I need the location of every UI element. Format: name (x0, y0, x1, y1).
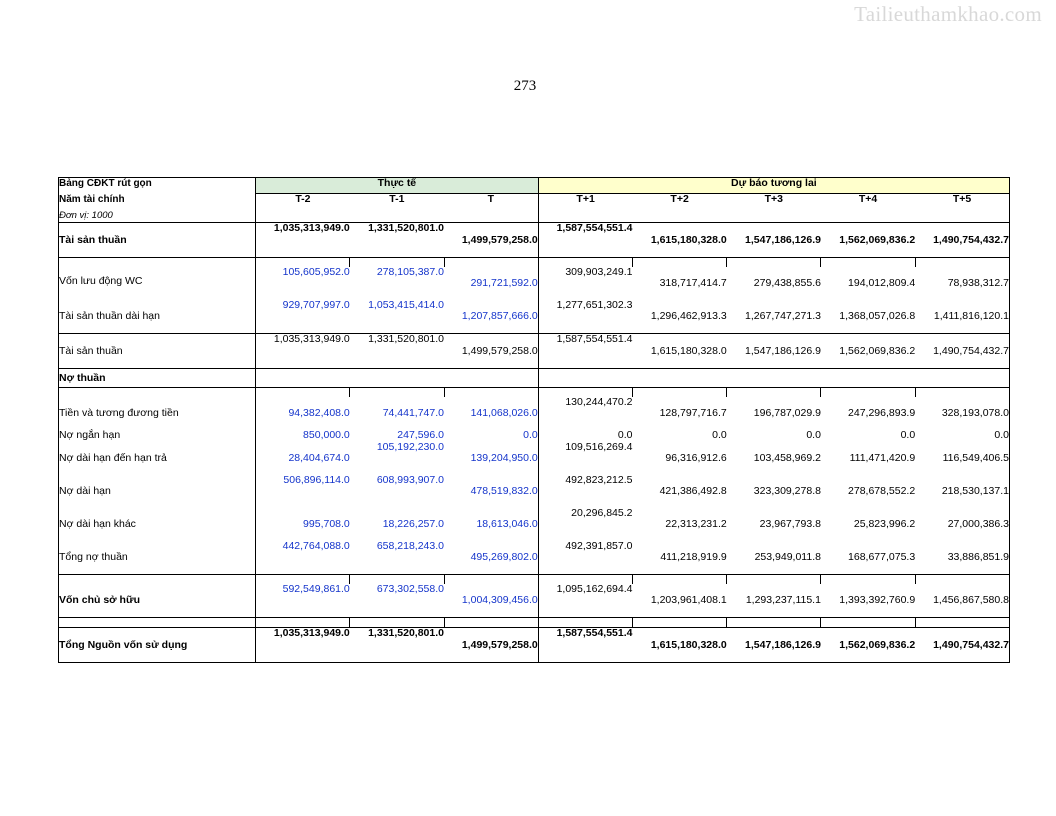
row-cell: 27,000,386.3 (915, 508, 1009, 541)
row-cell: 1,615,180,328.0 (632, 333, 726, 368)
row-label: Vốn chủ sở hữu (59, 584, 256, 618)
row-cell: 995,708.0 (256, 508, 350, 541)
row-label: Nợ dài hạn khác (59, 508, 256, 541)
row-cell: 1,095,162,694.4 (538, 584, 632, 618)
spacer-cell (632, 617, 726, 627)
row-label: Nợ thuần (59, 368, 256, 388)
unit-spacer-4 (538, 210, 632, 222)
row-cell (632, 368, 726, 388)
row-cell: 309,903,249.1 (538, 267, 632, 300)
row-cell: 253,949,011.8 (727, 541, 821, 575)
table-row (59, 368, 1010, 388)
row-cell: 22,313,231.2 (665, 517, 727, 530)
spacer-cell (821, 257, 915, 267)
row-cell: 608,993,907.0 (376, 473, 444, 486)
row-cell (915, 368, 1009, 388)
row-cell: 323,309,278.8 (753, 484, 821, 497)
row-cell: 442,764,088.0 (256, 541, 350, 575)
row-cell: 247,596.0 (397, 429, 444, 441)
table-row (59, 267, 1010, 300)
unit-spacer-1 (256, 210, 350, 222)
table-row (59, 222, 1010, 257)
row-cell: 20,296,845.2 (538, 508, 632, 541)
spacer-cell (632, 257, 726, 267)
spacer-cell (256, 388, 350, 398)
spacer-cell (915, 574, 1009, 584)
row-cell: 196,787,029.9 (753, 407, 821, 419)
row-cell: 492,823,212.5 (538, 475, 632, 508)
row-label: Tổng Nguồn vốn sử dụng (59, 627, 256, 662)
row-cell: 1,331,520,801.0 (350, 222, 444, 257)
spacer-cell (727, 388, 821, 398)
spacer-cell (444, 574, 538, 584)
unit-spacer-5 (632, 210, 726, 222)
row-cell: 18,613,046.0 (476, 517, 538, 530)
row-label: Tài sản thuần (59, 333, 256, 368)
unit-spacer-6 (727, 210, 821, 222)
table-row (59, 475, 1010, 508)
row-label: Tiền và tương đương tiền (59, 397, 256, 430)
period-header-t5: T+5 (915, 194, 1009, 211)
band-actual-label: Thực tế (256, 178, 539, 194)
row-label: Tổng nợ thuần (59, 541, 256, 575)
row-label: Nợ dài hạn đến hạn trả (59, 442, 256, 475)
row-cell: 1,547,186,126.9 (727, 627, 821, 662)
row-cell: 141,068,026.0 (470, 407, 538, 419)
spacer-cell (444, 257, 538, 267)
row-cell: 1,547,186,126.9 (727, 333, 821, 368)
row-label: Vốn lưu động WC (59, 267, 256, 300)
spacer-cell (59, 574, 256, 584)
row-cell: 78,938,312.7 (915, 267, 1009, 300)
row-cell: 658,218,243.0 (350, 541, 444, 575)
row-cell: 478,519,832.0 (470, 484, 538, 497)
row-cell: 1,587,554,551.4 (538, 222, 632, 257)
table-row (59, 508, 1010, 541)
row-cell: 850,000.0 (256, 430, 350, 442)
row-cell: 1,615,180,328.0 (632, 222, 726, 257)
spacer-cell (915, 257, 1009, 267)
period-header-t3: T+3 (764, 193, 784, 205)
spacer-cell (632, 574, 726, 584)
row-cell: 1,615,180,328.0 (632, 627, 726, 662)
row-cell: 1,368,057,026.8 (821, 300, 915, 334)
spacer-cell (915, 617, 1009, 627)
row-cell: 1,562,069,836.2 (821, 627, 915, 662)
row-cell: 411,218,919.9 (632, 541, 726, 575)
band-forecast-label: Dự báo tương lai (538, 178, 1009, 194)
spacer-cell (821, 388, 915, 398)
financial-table (58, 177, 1010, 663)
row-cell: 1,331,520,801.0 (350, 627, 444, 662)
row-cell: 1,053,415,414.0 (350, 300, 444, 334)
row-cell: 74,441,747.0 (382, 407, 444, 419)
row-cell: 929,707,997.0 (256, 300, 350, 334)
row-cell: 1,562,069,836.2 (821, 333, 915, 368)
period-header-t-2: T-2 (256, 194, 350, 211)
row-cell: 1,490,754,432.7 (915, 333, 1009, 368)
row-cell: 1,587,554,551.4 (538, 627, 632, 662)
row-cell: 318,717,414.7 (659, 276, 727, 289)
row-cell: 0.0 (900, 429, 916, 441)
spacer-cell (59, 388, 256, 398)
unit-spacer-2 (350, 210, 444, 222)
row-cell: 1,331,520,801.0 (350, 333, 444, 368)
page-number-value: 273 (513, 78, 537, 94)
spacer-cell (59, 257, 256, 267)
table-row (59, 430, 1010, 442)
table-row (59, 584, 1010, 618)
row-cell: 1,587,554,551.4 (538, 333, 632, 368)
row-cell: 1,499,579,258.0 (444, 627, 538, 662)
spacer-cell (444, 617, 538, 627)
row-cell: 194,012,809.4 (848, 276, 916, 289)
row-cell: 1,456,867,580.8 (915, 584, 1009, 618)
table-row (59, 333, 1010, 368)
table-title-line2: Năm tài chính (59, 194, 256, 211)
table-row (59, 627, 1010, 662)
row-cell: 1,296,462,913.3 (632, 300, 726, 334)
header-periods-row (59, 194, 1010, 211)
site-watermark: Tailieuthamkhao.com (854, 2, 1042, 26)
row-cell: 328,193,078.0 (915, 397, 1009, 430)
unit-spacer-3 (444, 210, 538, 222)
row-label: Tài sản thuần dài hạn (59, 300, 256, 334)
row-cell (256, 368, 350, 388)
row-cell: 109,516,269.4 (538, 442, 632, 475)
row-cell (821, 368, 915, 388)
row-cell: 1,547,186,126.9 (727, 222, 821, 257)
row-cell: 495,269,802.0 (444, 541, 538, 575)
row-label: Nợ dài hạn (59, 475, 256, 508)
row-cell: 421,386,492.8 (659, 484, 727, 497)
table-row (59, 397, 1010, 430)
header-band-row (59, 178, 1010, 194)
row-cell: 1,499,579,258.0 (444, 333, 538, 368)
spacer-cell (821, 574, 915, 584)
spacer-cell (350, 388, 444, 398)
row-cell: 18,226,257.0 (382, 517, 444, 530)
row-cell: 1,293,237,115.1 (727, 584, 821, 618)
spacer-cell (59, 617, 256, 627)
row-cell: 1,393,392,760.9 (821, 584, 915, 618)
table-row (59, 300, 1010, 334)
spacer-cell (915, 388, 1009, 398)
row-cell: 1,035,313,949.0 (256, 627, 350, 662)
spacer-cell (444, 388, 538, 398)
row-cell: 278,105,387.0 (376, 265, 444, 278)
row-cell: 0.0 (915, 430, 1009, 442)
row-cell: 116,549,406.5 (915, 442, 1009, 475)
row-cell: 218,530,137.1 (915, 475, 1009, 508)
unit-spacer-7 (821, 210, 915, 222)
row-cell: 94,382,408.0 (256, 397, 350, 430)
unit-spacer-8 (915, 210, 1009, 222)
row-cell: 506,896,114.0 (256, 475, 350, 508)
spacer-row (59, 574, 1010, 584)
row-cell: 0.0 (712, 429, 727, 441)
row-cell: 1,207,857,666.0 (444, 300, 538, 334)
row-cell: 1,203,961,408.1 (632, 584, 726, 618)
spacer-row (59, 617, 1010, 627)
row-cell: 0.0 (538, 430, 632, 442)
row-cell: 111,471,420.9 (849, 451, 916, 464)
row-cell: 139,204,950.0 (470, 451, 538, 464)
row-cell (350, 368, 444, 388)
row-cell: 1,499,579,258.0 (444, 222, 538, 257)
row-cell: 492,391,857.0 (538, 541, 632, 575)
row-cell (727, 368, 821, 388)
row-cell: 1,035,313,949.0 (256, 222, 350, 257)
period-header-t2: T+2 (670, 193, 689, 205)
row-cell: 1,562,069,836.2 (821, 222, 915, 257)
period-header-t: T (487, 193, 495, 205)
row-cell: 105,605,952.0 (256, 267, 350, 300)
row-label: Tài sản thuần (59, 222, 256, 257)
row-cell: 130,244,470.2 (538, 397, 632, 430)
row-cell: 25,823,996.2 (853, 517, 916, 530)
period-header-t4: T+4 (858, 193, 878, 205)
table-title-line1: Bảng CĐKT rút gọn (59, 178, 256, 194)
row-cell: 128,797,716.7 (659, 407, 727, 419)
row-cell: 1,267,747,271.3 (727, 300, 821, 334)
period-header-t-1: T-1 (389, 193, 405, 205)
row-cell: 592,549,861.0 (256, 584, 350, 618)
table-row (59, 442, 1010, 475)
row-cell: 1,277,651,302.3 (538, 300, 632, 334)
spacer-cell (727, 257, 821, 267)
spacer-row (59, 257, 1010, 267)
row-cell: 673,302,558.0 (350, 584, 444, 618)
unit-label: Đơn vị: 1000 (59, 210, 256, 222)
spacer-cell (256, 617, 350, 627)
table-row (59, 541, 1010, 575)
spacer-cell (821, 617, 915, 627)
spacer-row (59, 388, 1010, 398)
row-cell: 1,035,313,949.0 (256, 333, 350, 368)
balance-sheet-table (58, 177, 1010, 663)
row-cell (444, 368, 538, 388)
row-cell: 23,967,793.8 (759, 517, 821, 530)
row-label: Nợ ngắn hạn (59, 430, 256, 442)
row-cell: 33,886,851.9 (915, 541, 1009, 575)
spacer-cell (727, 574, 821, 584)
row-cell: 168,677,075.3 (821, 541, 915, 575)
row-cell: 0.0 (523, 429, 538, 441)
row-cell: 0.0 (806, 429, 821, 441)
row-cell: 1,490,754,432.7 (915, 627, 1009, 662)
row-cell: 28,404,674.0 (256, 442, 350, 475)
spacer-cell (350, 617, 444, 627)
row-cell: 279,438,855.6 (753, 276, 821, 289)
unit-row (59, 210, 1010, 222)
row-cell: 103,458,969.2 (753, 451, 821, 464)
page-number (0, 78, 1056, 95)
row-cell (538, 368, 632, 388)
spacer-cell (538, 617, 632, 627)
period-header-t1: T+1 (538, 194, 632, 211)
row-cell: 105,192,230.0 (376, 440, 444, 453)
row-cell: 278,678,552.2 (848, 484, 916, 497)
row-cell: 291,721,592.0 (470, 276, 538, 289)
spacer-cell (632, 388, 726, 398)
row-cell: 96,316,912.6 (665, 451, 727, 464)
row-cell: 1,490,754,432.7 (915, 222, 1009, 257)
row-cell: 1,004,309,456.0 (444, 584, 538, 618)
row-cell: 247,296,893.9 (848, 407, 916, 419)
row-cell: 1,411,816,120.1 (915, 300, 1009, 334)
spacer-cell (727, 617, 821, 627)
